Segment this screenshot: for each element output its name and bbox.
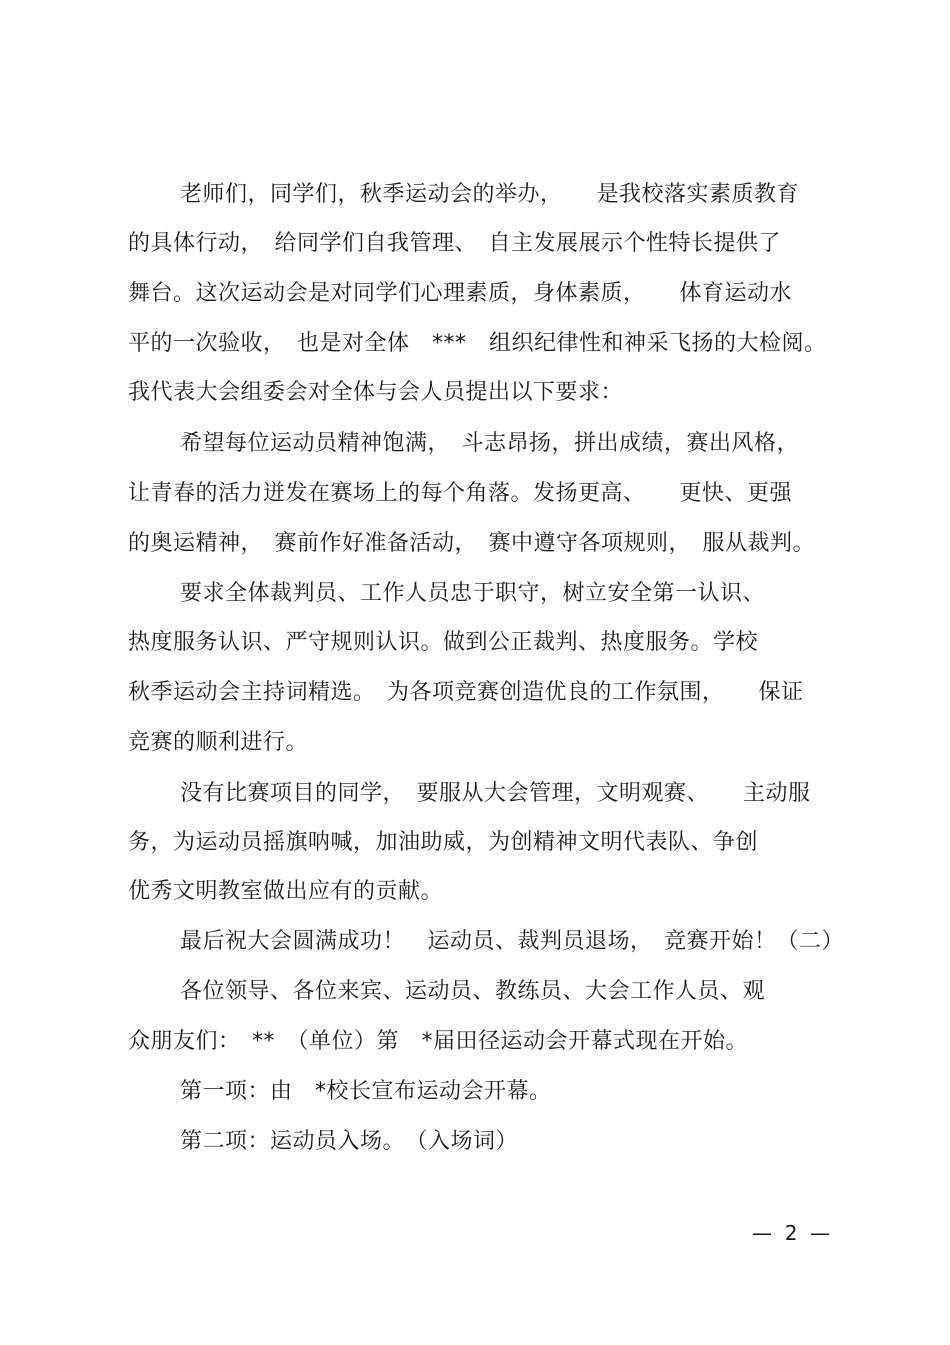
text-line: 第一项：由 *校长宣布运动会开幕。 bbox=[180, 1079, 552, 1104]
text-line: 最后祝大会圆满成功！ 运动员、裁判员退场， 竞赛开始！（二） bbox=[180, 929, 845, 954]
text-line: 秋季运动会主持词精选。 为各项竞赛创造优良的工作氛围， 保证 bbox=[128, 680, 804, 705]
text-line: 众朋友们： ** （单位）第 *届田径运动会开幕式现在开始。 bbox=[128, 1029, 749, 1054]
text-line: 优秀文明教室做出应有的贡献。 bbox=[128, 879, 444, 904]
text-line: 让青春的活力迸发在赛场上的每个角落。发扬更高、 更快、更强 bbox=[128, 481, 793, 506]
text-line: 务，为运动员摇旗呐喊，加油助威，为创精神文明代表队、争创 bbox=[128, 830, 759, 855]
text-line: 希望每位运动员精神饱满， 斗志昂扬，拼出成绩，赛出风格， bbox=[180, 431, 800, 456]
text-line: 我代表大会组委会对全体与会人员提出以下要求： bbox=[128, 380, 624, 405]
text-line: 没有比赛项目的同学， 要服从大会管理，文明观赛、 主动服 bbox=[180, 781, 811, 806]
text-line: 热度服务认识、严守规则认识。做到公正裁判、热度服务。学校 bbox=[128, 630, 759, 655]
text-line: 竞赛的顺利进行。 bbox=[128, 730, 309, 755]
text-line: 老师们，同学们，秋季运动会的举办， 是我校落实素质教育 bbox=[180, 182, 800, 207]
text-line: 第二项：运动员入场。 （入场词） bbox=[180, 1129, 519, 1154]
text-line: 的奥运精神， 赛前作好准备活动， 赛中遵守各项规则， 服从裁判。 bbox=[128, 531, 816, 556]
text-line: 的具体行动， 给同学们自我管理、 自主发展展示个性特长提供了 bbox=[128, 231, 782, 256]
text-line: 平的一次验收， 也是对全体 *** 组织纪律性和神采飞扬的大检阅。 bbox=[128, 331, 827, 356]
text-line: 要求全体裁判员、工作人员忠于职守，树立安全第一认识、 bbox=[180, 581, 766, 606]
text-line: 各位领导、各位来宾、运动员、教练员、大会工作人员、观 bbox=[180, 979, 766, 1004]
text-line: 舞台。这次运动会是对同学们心理素质，身体素质， 体育运动水 bbox=[128, 281, 793, 306]
page-number: — 2 — bbox=[752, 1221, 831, 1245]
